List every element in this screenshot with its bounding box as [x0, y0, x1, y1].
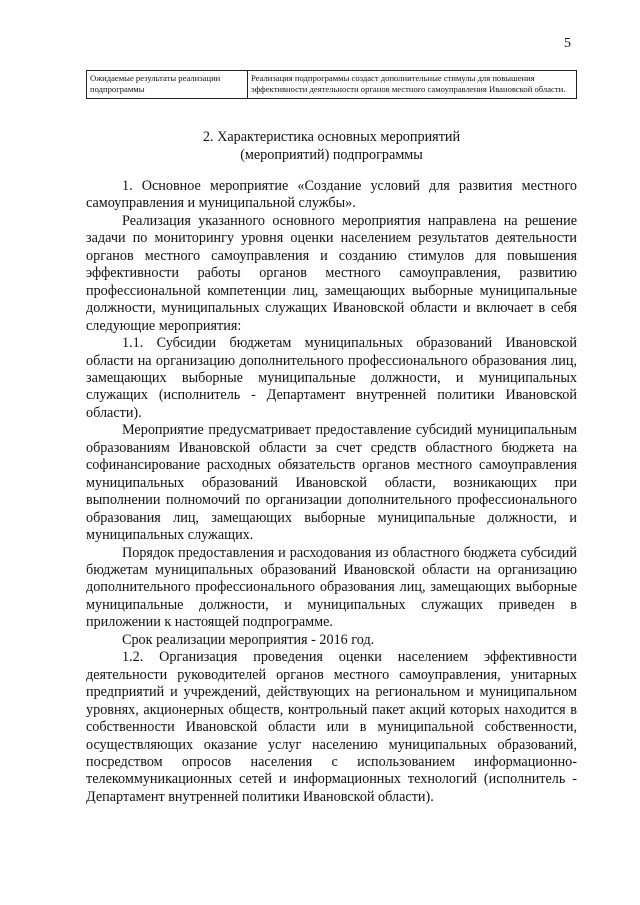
paragraph-activity-1-1: 1.1. Субсидии бюджетам муниципальных образований Ивановской области на организацию дополнительного профессионального образования лиц, замещающих выборные муниципальные должности, и муниципальных служащих (исполнитель - Департамент внутренней политики Ивановской области).	[86, 335, 577, 421]
section-heading-line-1: 2. Характеристика основных мероприятий	[202, 129, 461, 145]
section-body	[86, 178, 577, 806]
paragraph-deadline: Срок реализации мероприятия - 2016 год.	[122, 631, 375, 648]
paragraph-activity-1-1-description: Мероприятие предусматривает предоставление субсидий муниципальным образованиям Ивановской области за счет средств областного бюджета на софинансирование расходных обязательств органов местного самоуправления муниципальных образований Ивановской области, возникающих при выполнении полномочий по организации дополнительного профессионального образования лиц, замещающих выборные муниципальные должности, и муниципальных служащих.	[86, 422, 577, 544]
paragraph-activity-1-2: 1.2. Организация проведения оценки населением эффективности деятельности руководителей органов местного самоуправления, унитарных предприятий и учреждений, действующих на региональном и муниципальном уровнях, акционерных обществ, контрольный пакет акций которых находится в собственности Ивановской области или в муниципальной собственности, осуществляющих оказание услуг населению муниципальных образований, посредством опросов населения с использованием информационно-телекоммуникационных сетей и информационных технологий (исполнитель - Департамент внутренней политики Ивановской области).	[86, 649, 577, 805]
paragraph-activity-goal: Реализация указанного основного мероприятия направлена на решение задачи по мониторингу уровня оценки населением результатов деятельности органов местного самоуправления и созданию стимулов для повышения эффективности работы органов местного самоуправления, развитию профессиональной компетенции лиц, замещающих выборные муниципальные должности, муниципальных служащих Ивановской области и включает в себя следующие мероприятия:	[86, 212, 577, 334]
section-heading-line-2: (мероприятий) подпрограммы	[240, 147, 423, 163]
expected-results-table	[86, 70, 577, 99]
section-heading	[86, 128, 577, 164]
table-label-cell: Ожидаемые результаты реализации подпрограммы	[87, 71, 248, 99]
table-value-cell: Реализация подпрограммы создаст дополнительные стимулы для повышения эффективности деятельности органов местного самоуправления Ивановской области.	[248, 71, 577, 99]
paragraph-subsidy-procedure: Порядок предоставления и расходования из областного бюджета субсидий бюджетам муниципальных образований Ивановской области на организацию дополнительного профессионального образования лиц, замещающих выборные муниципальные должности, и муниципальных служащих приведен в приложении к настоящей подпрограмме.	[86, 544, 577, 631]
paragraph-main-activity: 1. Основное мероприятие «Создание условий для развития местного самоуправления и муниципальной службы».	[86, 178, 577, 212]
table-row	[87, 71, 577, 99]
page-number: 5	[564, 36, 571, 51]
